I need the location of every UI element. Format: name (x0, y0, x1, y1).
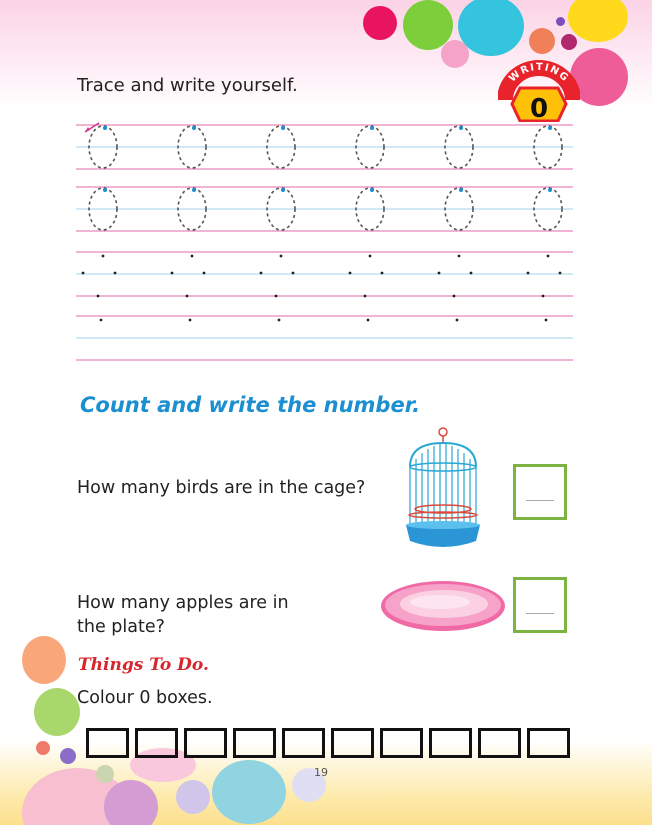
guide-dot (82, 272, 85, 275)
guide-dot (171, 272, 174, 275)
guide-dot (527, 272, 530, 275)
start-point-dot (548, 126, 552, 130)
start-point-dot (370, 126, 374, 130)
decor-circle (60, 748, 76, 764)
colour-box[interactable] (331, 728, 374, 758)
guide-dot (349, 272, 352, 275)
guide-dot (189, 319, 192, 322)
start-point-dot (281, 188, 285, 192)
guide-dot (191, 255, 194, 258)
colour-box[interactable] (429, 728, 472, 758)
guide-dot (278, 319, 281, 322)
decor-circle (212, 760, 286, 824)
apples-question-line2: the plate? (77, 617, 165, 637)
start-point-dot (459, 126, 463, 130)
colour-box[interactable] (233, 728, 276, 758)
colour-box[interactable] (135, 728, 178, 758)
start-point-dot (103, 188, 107, 192)
colour-boxes-row (86, 728, 576, 758)
guide-dot (280, 255, 283, 258)
birds-question: How many birds are in the cage? (77, 478, 366, 498)
guide-dot (456, 319, 459, 322)
guide-dot (100, 319, 103, 322)
guide-dot (542, 295, 545, 298)
pencil-icon (85, 123, 99, 132)
start-point-dot (192, 126, 196, 130)
colour-box[interactable] (282, 728, 325, 758)
guide-dot (453, 295, 456, 298)
colour-instruction: Colour 0 boxes. (77, 688, 213, 708)
answer-blank-line (526, 500, 554, 501)
decor-circle (36, 741, 50, 755)
decor-circle (104, 780, 158, 825)
guide-dot (438, 272, 441, 275)
trace-dots (82, 255, 562, 322)
bird-cage-illustration (400, 425, 485, 555)
badge-number: 0 (529, 94, 549, 122)
start-point-dot (103, 126, 107, 130)
guide-dot (102, 255, 105, 258)
guide-dot (364, 295, 367, 298)
guide-dot (203, 272, 206, 275)
start-point-dot (548, 188, 552, 192)
guide-dot (97, 295, 100, 298)
decor-circle (176, 780, 210, 814)
decor-circle (96, 765, 114, 783)
badge-word: WRITING (507, 61, 571, 85)
start-point-dot (459, 188, 463, 192)
guide-dot (547, 255, 550, 258)
apples-answer-box[interactable] (513, 577, 567, 633)
guide-dot (545, 319, 548, 322)
guide-dot (260, 272, 263, 275)
decor-circle (34, 688, 80, 736)
guide-dot (458, 255, 461, 258)
things-to-do-title: Things To Do. (78, 655, 209, 675)
plate-illustration (378, 578, 508, 634)
trace-zeros (89, 126, 562, 230)
guide-lines (76, 125, 573, 360)
guide-dot (369, 255, 372, 258)
guide-dot (367, 319, 370, 322)
count-section-title: Count and write the number. (80, 393, 421, 417)
guide-dot (559, 272, 562, 275)
start-point-dot (192, 188, 196, 192)
apples-question-line1: How many apples are in (77, 593, 289, 613)
trace-heading: Trace and write yourself. (77, 75, 298, 96)
colour-box[interactable] (184, 728, 227, 758)
colour-box[interactable] (380, 728, 423, 758)
birds-answer-box[interactable] (513, 464, 567, 520)
colour-box[interactable] (527, 728, 570, 758)
colour-box[interactable] (86, 728, 129, 758)
colour-box[interactable] (478, 728, 521, 758)
decor-circle (22, 636, 66, 684)
answer-blank-line (526, 613, 554, 614)
guide-dot (114, 272, 117, 275)
guide-dot (381, 272, 384, 275)
guide-dot (292, 272, 295, 275)
guide-dot (186, 295, 189, 298)
guide-dot (470, 272, 473, 275)
guide-dot (275, 295, 278, 298)
page-number: 19 (314, 766, 328, 779)
tracing-area (0, 0, 652, 380)
start-point-dot (370, 188, 374, 192)
start-point-dot (281, 126, 285, 130)
